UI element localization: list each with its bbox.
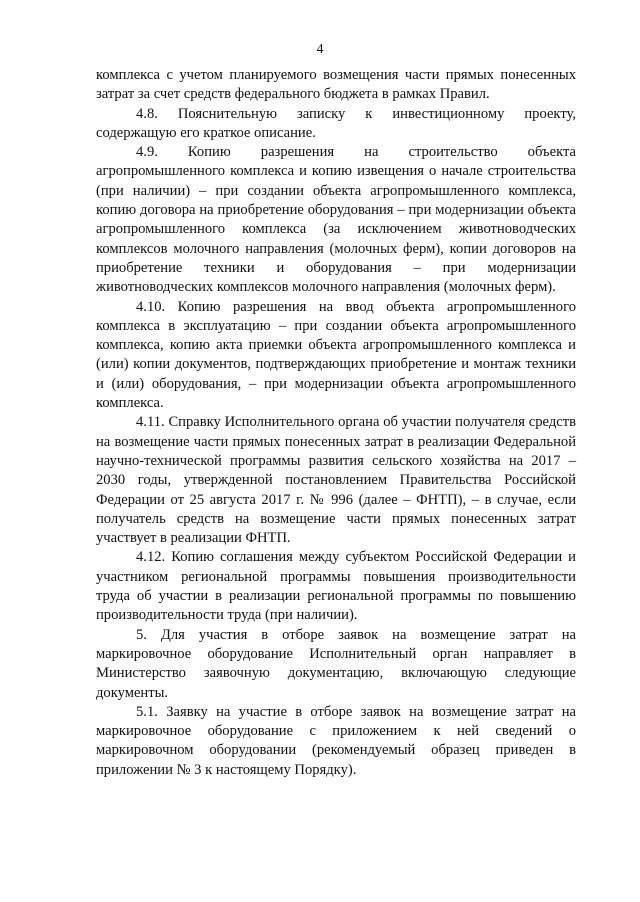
document-body xyxy=(96,66,576,780)
paragraph-4-9: 4.9. Копию разрешения на строительство объекта агропромышленного комплекса и копию извещения о начале строительства (при наличии) – при создании объекта агропромышленного комплекса, копию договора на приобретение оборудования – при модернизации объекта агропромышленного комплекса (за исключением животноводческих комплексов молочного направления (молочных ферм), копии договоров на приобретение техники и оборудования – при модернизации животноводческих комплексов молочного направления (молочных ферм). xyxy=(96,144,576,296)
paragraph-5: 5. Для участия в отборе заявок на возмещение затрат на маркировочное оборудование Исполнительный орган направляет в Министерство заявочную документацию, включающую следующие документы. xyxy=(96,626,576,701)
paragraph-4-8: 4.8. Пояснительную записку к инвестиционному проекту, содержащую его краткое описание. xyxy=(96,105,576,141)
paragraph-4-12: 4.12. Копию соглашения между субъектом Российской Федерации и участником региональной программы повышения производительности труда об участии в реализации региональной программы по повышению производительности труда (при наличии). xyxy=(96,549,576,624)
paragraph-continuation: комплекса с учетом планируемого возмещения части прямых понесенных затрат за счет средств федерального бюджета в рамках Правил. xyxy=(96,67,576,103)
page-number: 4 xyxy=(316,42,324,57)
paragraph-4-10: 4.10. Копию разрешения на ввод объекта агропромышленного комплекса в эксплуатацию – при создании объекта агропромышленного комплекса, копию акта приемки объекта агропромышленного комплекса и (или) копии документов, подтверждающих приобретение и монтаж техники и (или) оборудования, – при модернизации объекта агропромышленного комплекса. xyxy=(96,298,576,412)
paragraph-5-1: 5.1. Заявку на участие в отборе заявок на возмещение затрат на маркировочное оборудование с приложением к ней сведений о маркировочном оборудовании (рекомендуемый образец приведен в приложении № 3 к настоящему Порядку). xyxy=(96,703,576,778)
paragraph-4-11: 4.11. Справку Исполнительного органа об участии получателя средств на возмещение части прямых понесенных затрат в реализации Федеральной научно-технической программы развития сельского хозяйства на 2017 – 2030 годы, утвержденной постановлением Правительства Российской Федерации от 25 августа 2017 г. № 996 (далее – ФНТП), – в случае, если получатель средств на возмещение части прямых понесенных затрат участвует в реализации ФНТП. xyxy=(96,414,576,547)
